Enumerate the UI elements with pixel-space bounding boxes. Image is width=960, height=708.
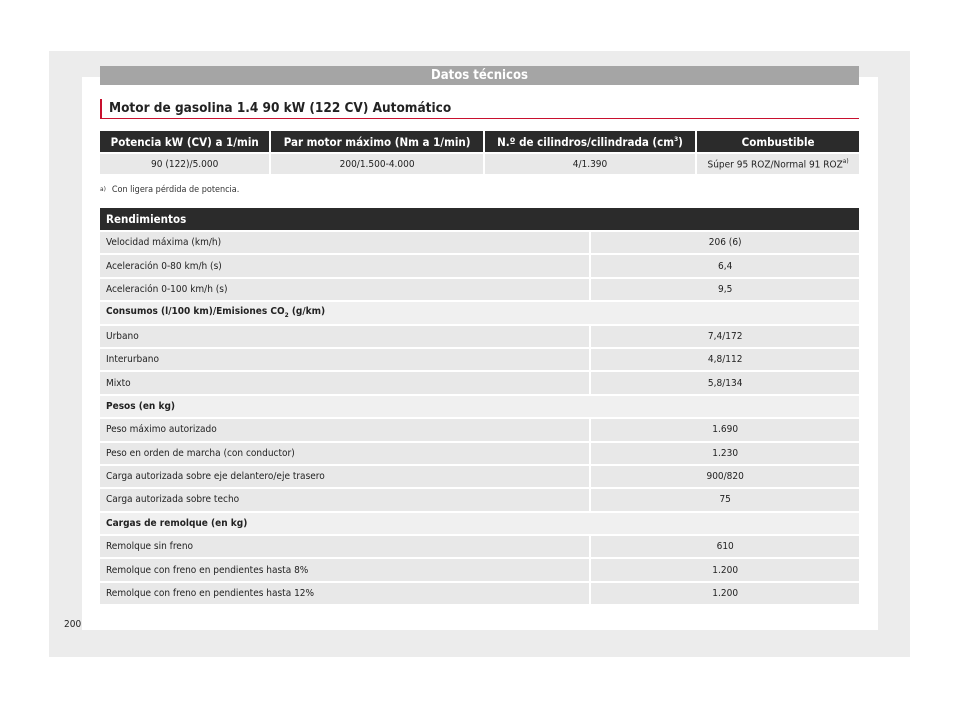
performance-header-row xyxy=(100,208,859,230)
spec-cell: 4/1.390 xyxy=(485,154,695,174)
row-value: 610 xyxy=(591,536,859,557)
footnote xyxy=(100,185,239,195)
row-label: Velocidad máxima (km/h) xyxy=(100,232,589,253)
row-value: 9,5 xyxy=(591,279,859,300)
footnote-text: Con ligera pérdida de potencia. xyxy=(111,185,240,195)
row-value: 5,8/134 xyxy=(591,372,859,393)
row-label: Aceleración 0-100 km/h (s) xyxy=(100,279,589,300)
row-value: 75 xyxy=(591,489,859,510)
row-label: Mixto xyxy=(100,372,589,393)
footnote-mark: a) xyxy=(100,185,106,193)
row-label: Peso en orden de marcha (con conductor) xyxy=(100,443,589,464)
row-label: Remolque con freno en pendientes hasta 8% xyxy=(100,559,589,580)
spec-header-cell: N.º de cilindros/cilindrada $(cm^3)$ xyxy=(485,131,695,152)
table-row xyxy=(100,326,859,347)
spec-header-cell: Potencia kW (CV) a 1/min xyxy=(100,131,269,152)
chapter-band xyxy=(100,66,859,85)
row-label: Carga autorizada sobre eje delantero/eje trasero xyxy=(100,466,589,487)
section-title-text: Motor de gasolina 1.4 90 kW (122 CV) Automático xyxy=(109,100,452,116)
row-value: 7,4/172 xyxy=(591,326,859,347)
table-row xyxy=(100,349,859,370)
table-row xyxy=(100,372,859,393)
row-label: Peso máximo autorizado xyxy=(100,419,589,440)
row-value: 1.200 xyxy=(591,559,859,580)
table-section-row xyxy=(100,302,859,323)
row-label: Remolque con freno en pendientes hasta 12% xyxy=(100,583,589,604)
chapter-title: Datos técnicos xyxy=(431,68,528,83)
table-section-row xyxy=(100,396,859,417)
row-value: 6,4 xyxy=(591,255,859,276)
section-heading: Cargas de remolque (en kg) xyxy=(100,513,859,534)
spec-cell: 90 (122)/5.000 xyxy=(100,154,269,174)
spec-header-row xyxy=(100,131,859,152)
row-value: 900/820 xyxy=(591,466,859,487)
table-row xyxy=(100,536,859,557)
row-value: 1.200 xyxy=(591,583,859,604)
spec-cell: 200/1.500-4.000 xyxy=(271,154,482,174)
page-number: 200 xyxy=(64,619,82,630)
row-value: 1.230 xyxy=(591,443,859,464)
row-label: Aceleración 0-80 km/h (s) xyxy=(100,255,589,276)
section-heading: Consumos (l/100 km)/Emisiones $CO_2$ (g/km) xyxy=(100,302,859,323)
spec-data-row xyxy=(100,154,859,174)
performance-title: Rendimientos xyxy=(100,208,859,230)
table-row xyxy=(100,489,859,510)
row-label: Interurbano xyxy=(100,349,589,370)
table-row xyxy=(100,255,859,276)
table-row xyxy=(100,583,859,604)
table-row xyxy=(100,559,859,580)
spec-cell: Súper 95 ROZ/Normal 91 ROZ$^{a)}$ xyxy=(697,154,859,174)
table-row xyxy=(100,466,859,487)
section-title xyxy=(100,99,859,119)
performance-table xyxy=(98,206,861,606)
table-row xyxy=(100,232,859,253)
section-heading: Pesos (en kg) xyxy=(100,396,859,417)
table-row xyxy=(100,279,859,300)
engine-spec-table xyxy=(98,129,861,176)
row-value: 206 (6) xyxy=(591,232,859,253)
table-row xyxy=(100,443,859,464)
table-section-row xyxy=(100,513,859,534)
row-label: Remolque sin freno xyxy=(100,536,589,557)
row-label: Urbano xyxy=(100,326,589,347)
row-value: 1.690 xyxy=(591,419,859,440)
row-label: Carga autorizada sobre techo xyxy=(100,489,589,510)
spec-header-cell: Combustible xyxy=(697,131,859,152)
row-value: 4,8/112 xyxy=(591,349,859,370)
spec-header-cell: Par motor máximo (Nm a 1/min) xyxy=(271,131,482,152)
table-row xyxy=(100,419,859,440)
